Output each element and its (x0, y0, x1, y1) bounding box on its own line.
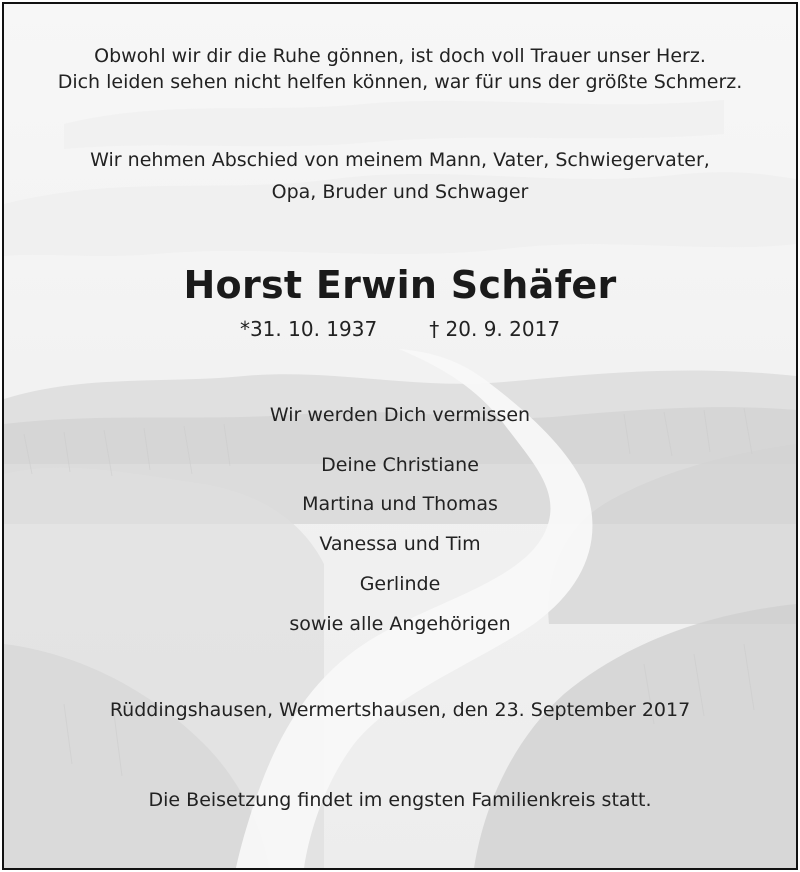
verse-line-2: Dich leiden sehen nicht helfen können, war für uns der größte Schmerz. (57, 71, 743, 93)
birth-date: *31. 10. 1937 (239, 317, 378, 341)
mourner-name: Deine Christiane (321, 454, 479, 476)
intro-line-2: Opa, Bruder und Schwager (271, 181, 529, 203)
mourner-name: Vanessa und Tim (319, 533, 481, 555)
notice-text (4, 4, 796, 868)
place-and-date: Rüddingshausen, Wermertshausen, den 23. September 2017 (109, 699, 691, 721)
death-date: † 20. 9. 2017 (429, 317, 561, 341)
intro-line-1: Wir nehmen Abschied von meinem Mann, Vater, Schwiegervater, (90, 149, 710, 171)
verse-line-1: Obwohl wir dir die Ruhe gönnen, ist doch voll Trauer unser Herz. (94, 45, 706, 67)
mourner-name: Gerlinde (359, 573, 441, 595)
mourner-name: sowie alle Angehörigen (289, 613, 511, 635)
deceased-name: Horst Erwin Schäfer (183, 263, 617, 307)
life-dates (4, 316, 796, 342)
mourner-name: Martina und Thomas (302, 493, 498, 515)
farewell-line: Wir werden Dich vermissen (269, 404, 531, 426)
obituary-notice (2, 2, 798, 870)
burial-note: Die Beisetzung findet im engsten Familienkreis statt. (148, 789, 652, 811)
